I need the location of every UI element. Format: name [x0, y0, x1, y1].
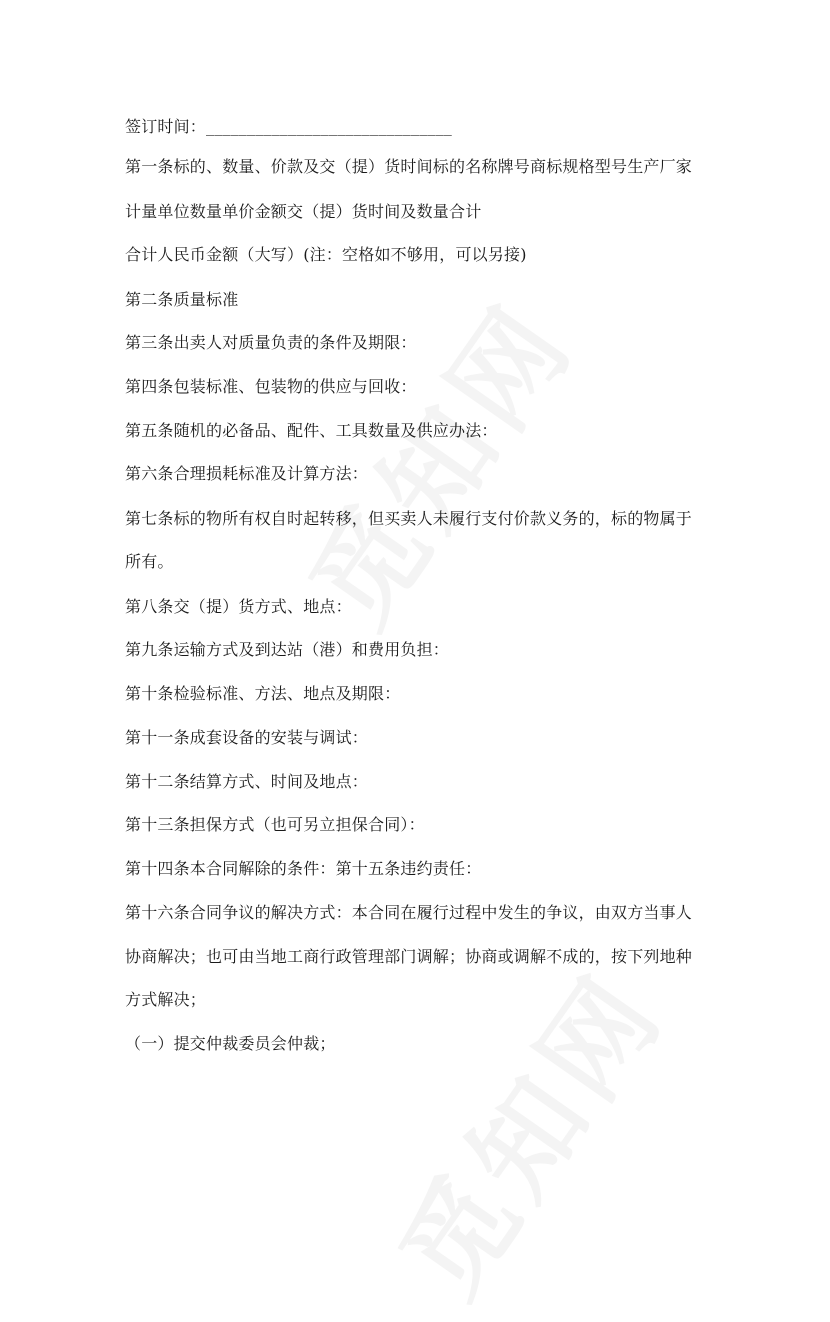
- article-5-line: 第五条随机的必备品、配件、工具数量及供应办法：: [125, 421, 498, 440]
- article-2-line: 第二条质量标准: [125, 290, 239, 309]
- article-7-continued: 所有。: [125, 552, 174, 571]
- article-4-line: 第四条包装标准、包装物的供应与回收：: [125, 377, 417, 396]
- article-7-line: 第七条标的物所有权自时起转移，但买卖人未履行支付价款义务的，标的物属于: [125, 509, 693, 528]
- article-10-line: 第十条检验标准、方法、地点及期限：: [125, 684, 401, 703]
- signing-date-line: 签订时间：______________________________: [125, 117, 453, 136]
- article-16-continued-2: 方式解决；: [125, 990, 207, 1009]
- article-16-continued: 协商解决；也可由当地工商行政管理部门调解；协商或调解不成的，按下列地种: [125, 947, 693, 966]
- watermark: [267, 266, 603, 652]
- watermark: [357, 936, 693, 1322]
- article-3-line: 第三条出卖人对质量负责的条件及期限：: [125, 333, 417, 352]
- article-16-line: 第十六条合同争议的解决方式：本合同在履行过程中发生的争议，由双方当事人: [125, 903, 693, 922]
- article-1-continued: 计量单位数量单价金额交（提）货时间及数量合计: [125, 202, 482, 221]
- article-1-line: 第一条标的、数量、价款及交（提）货时间标的名称牌号商标规格型号生产厂家: [125, 157, 693, 176]
- arbitration-option-line: （一）提交仲裁委员会仲裁；: [125, 1034, 336, 1053]
- article-9-line: 第九条运输方式及到达站（港）和费用负担：: [125, 640, 450, 659]
- article-8-line: 第八条交（提）货方式、地点：: [125, 597, 352, 616]
- article-12-line: 第十二条结算方式、时间及地点：: [125, 772, 369, 791]
- total-amount-line: 合计人民币金额（大写）(注：空格如不够用，可以另接): [125, 245, 527, 264]
- article-14-15-line: 第十四条本合同解除的条件：第十五条违约责任：: [125, 859, 482, 878]
- article-6-line: 第六条合理损耗标准及计算方法：: [125, 464, 369, 483]
- article-13-line: 第十三条担保方式（也可另立担保合同）：: [125, 815, 425, 834]
- article-11-line: 第十一条成套设备的安装与调试：: [125, 728, 369, 747]
